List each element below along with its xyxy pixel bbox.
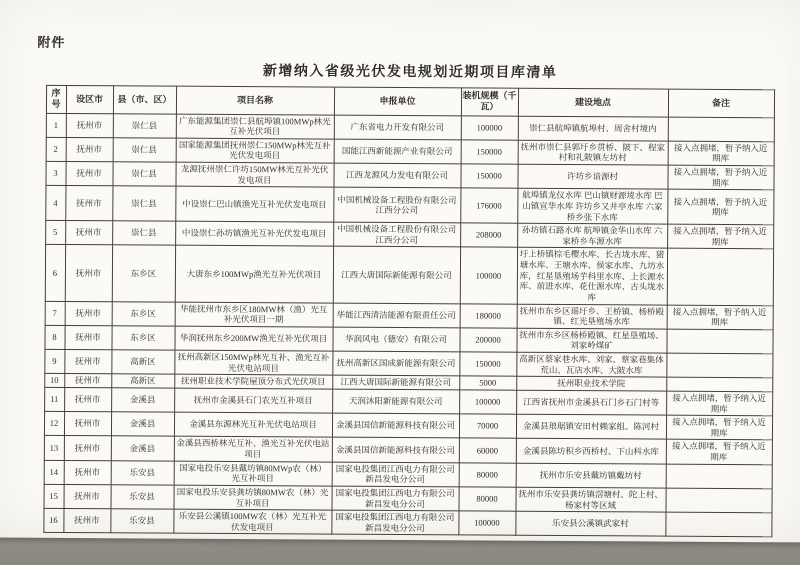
column-header: 项目名称 bbox=[176, 86, 334, 114]
table-row bbox=[45, 245, 773, 306]
cell-capacity: 5000 bbox=[459, 376, 516, 390]
cell-project: 龙源抚州崇仁许坊150MW林光互补光伏发电项目 bbox=[175, 162, 333, 187]
cell-applicant: 抚州高新区国成新能源有限公司 bbox=[332, 351, 459, 376]
cell-project: 国家能源集团抚州崇仁150MWp林光互补光伏发电项目 bbox=[176, 138, 334, 163]
cell-county: 乐安县 bbox=[111, 460, 174, 485]
cell-capacity: 180000 bbox=[460, 303, 517, 328]
table-row bbox=[45, 186, 773, 225]
cell-county: 崇仁县 bbox=[112, 186, 175, 221]
cell-no: 3 bbox=[45, 161, 65, 185]
cell-capacity: 200000 bbox=[459, 328, 516, 353]
cell-project: 华能抚州市东乡区180MW林（渔）光互补光伏项目一期 bbox=[175, 302, 333, 327]
cell-county: 东乡区 bbox=[112, 245, 175, 302]
cell-city: 抚州市 bbox=[65, 186, 112, 221]
cell-applicant: 国家电投集团江西电力有限公司新昌发电分公司 bbox=[332, 462, 459, 487]
cell-city: 抚州市 bbox=[65, 221, 112, 246]
cell-remark bbox=[667, 248, 773, 305]
cell-applicant: 中国机械设备工程股份有限公司江西分公司 bbox=[333, 187, 460, 223]
cell-applicant: 国能江西新能源产业有限公司 bbox=[334, 139, 461, 164]
cell-city: 抚州市 bbox=[66, 113, 113, 138]
cell-city: 抚州市 bbox=[64, 349, 111, 374]
cell-project: 金溪县东源林光互补光伏电站项目 bbox=[174, 412, 332, 437]
cell-remark bbox=[665, 512, 771, 537]
cell-remark bbox=[666, 353, 772, 378]
column-header: 装机规模（千瓦） bbox=[461, 88, 518, 116]
cell-capacity: 100000 bbox=[458, 511, 515, 536]
cell-location: 金溪县陈坊积乡西桥村、下山科水库 bbox=[516, 439, 666, 464]
cell-remark bbox=[666, 377, 772, 391]
cell-capacity: 100000 bbox=[460, 247, 517, 303]
cell-city: 抚州市 bbox=[65, 301, 112, 326]
cell-capacity: 70000 bbox=[459, 414, 516, 439]
cell-location: 抚州市乐安县龚坊镇滘塘村、陀上村、杨家村等区域 bbox=[515, 487, 665, 512]
column-header: 县（市、区） bbox=[113, 86, 176, 114]
cell-city: 抚州市 bbox=[64, 436, 111, 461]
cell-no: 8 bbox=[44, 325, 64, 349]
cell-no: 13 bbox=[44, 436, 64, 460]
cell-location: 抚州市东乡区杨桥殿镇、红星垦殖场、刘家岭煤矿 bbox=[516, 328, 666, 353]
header-row bbox=[46, 85, 774, 117]
cell-county: 崇仁县 bbox=[113, 137, 176, 162]
page-title: 新增纳入省级光伏发电规划近期项目库清单 bbox=[262, 62, 558, 80]
cell-project: 华润抚州东乡200MW渔光互补光伏项目 bbox=[174, 326, 332, 351]
cell-capacity: 80000 bbox=[459, 462, 516, 487]
cell-county: 崇仁县 bbox=[113, 113, 176, 138]
cell-project: 大唐东乡100MWp渔光互补光伏项目 bbox=[175, 245, 333, 302]
cell-location: 江西省抚州市金溪县石门乡石门村等 bbox=[516, 390, 666, 415]
cell-county: 金溪县 bbox=[111, 388, 174, 413]
cell-no: 1 bbox=[46, 113, 66, 137]
cell-county: 乐安县 bbox=[110, 509, 173, 534]
cell-city: 抚州市 bbox=[64, 387, 111, 412]
cell-capacity: 100000 bbox=[459, 390, 516, 415]
cell-applicant: 江西大唐国际新能源有限公司 bbox=[332, 375, 459, 389]
cell-applicant: 国家电投集团江西电力有限公司新昌发电分公司 bbox=[332, 486, 459, 511]
cell-county: 东乡区 bbox=[111, 325, 174, 350]
cell-project: 国家电投乐安县戴坊镇80MWp农（林）光互补项目 bbox=[174, 461, 332, 486]
cell-county: 高新区 bbox=[111, 374, 174, 388]
cell-remark bbox=[666, 464, 772, 489]
cell-remark: 接入点拥堵，暂予纳入近期库 bbox=[667, 305, 773, 330]
cell-project: 中设崇仁巴山镇渔光互补光伏发电项目 bbox=[175, 186, 333, 222]
cell-remark: 接入点拥堵，暂予纳入近期库 bbox=[667, 165, 773, 190]
cell-city: 抚州市 bbox=[64, 412, 111, 437]
cell-applicant: 广东省电力开发有限公司 bbox=[334, 115, 461, 140]
table-body bbox=[43, 113, 774, 537]
cell-city: 抚州市 bbox=[64, 325, 111, 350]
cell-remark: 接入点拥堵，暂予纳入近期库 bbox=[668, 141, 774, 166]
cell-project: 国家电投乐安县龚坊镇80MW农（林）光互补项目 bbox=[174, 485, 332, 510]
cell-city: 抚州市 bbox=[65, 245, 112, 301]
cell-no: 12 bbox=[44, 411, 64, 435]
cell-no: 11 bbox=[44, 387, 64, 411]
cell-remark: 接入点拥堵，暂予纳入近期库 bbox=[667, 189, 773, 225]
cell-project: 金溪县西桥林光互补、渔光互补光伏电站项目 bbox=[174, 436, 332, 461]
projects-table bbox=[43, 85, 775, 538]
cell-project: 乐安县公溪镇100MW农（林）光互补光伏发电项目 bbox=[173, 509, 331, 534]
cell-no: 9 bbox=[44, 349, 64, 373]
cell-capacity: 100000 bbox=[461, 115, 518, 140]
cell-no: 2 bbox=[46, 137, 66, 161]
cell-location: 抚州市崇仁县郭圩乡贯桥、陂下、程家村和礼陂镇左坊村 bbox=[518, 140, 668, 165]
column-header: 备注 bbox=[668, 89, 774, 117]
column-header: 申报单位 bbox=[334, 87, 461, 115]
cell-city: 抚州市 bbox=[65, 161, 112, 186]
cell-capacity: 208000 bbox=[460, 223, 517, 248]
cell-location: 抚州市东乡区瑶圩乡、王桥镇、杨桥殿镇、红光垦殖场水库 bbox=[517, 304, 667, 329]
cell-no: 16 bbox=[43, 508, 63, 532]
cell-project: 抚州高新区150MWp林光互补、渔光互补光伏电站项目 bbox=[174, 350, 332, 375]
cell-location: 高新区蔡家巷水库、刘家、蔡家巷集体荒山、瓦店水库、大陂水库 bbox=[516, 352, 666, 377]
cell-applicant: 华润风电（德安）有限公司 bbox=[332, 327, 459, 352]
cell-capacity: 150000 bbox=[461, 140, 518, 165]
cell-applicant: 华能江西清洁能源有限责任公司 bbox=[333, 303, 460, 328]
cell-city: 抚州市 bbox=[66, 137, 113, 162]
cell-project: 中设崇仁孙坊镇渔光互补光伏发电项目 bbox=[175, 221, 333, 246]
cell-remark: 接入点拥堵，暂予纳入近期库 bbox=[666, 391, 772, 416]
cell-no: 5 bbox=[45, 220, 65, 244]
column-header: 序号 bbox=[46, 85, 66, 113]
cell-county: 金溪县 bbox=[111, 412, 174, 437]
cell-county: 东乡区 bbox=[112, 301, 175, 326]
cell-applicant: 天润沐阳新能源有限公司 bbox=[332, 389, 459, 414]
cell-capacity: 60000 bbox=[459, 438, 516, 463]
cell-location: 抚州职业技术学院 bbox=[516, 376, 666, 391]
cell-applicant: 金溪县国信新能源科技有限公司 bbox=[332, 413, 459, 438]
cell-city: 抚州市 bbox=[64, 374, 111, 388]
cell-county: 崇仁县 bbox=[112, 162, 175, 187]
cell-remark bbox=[666, 329, 772, 354]
cell-remark: 接入点拥堵，暂予纳入近期库 bbox=[667, 224, 773, 249]
cell-remark bbox=[668, 117, 774, 142]
cell-remark bbox=[665, 488, 771, 513]
cell-capacity: 150000 bbox=[460, 164, 517, 189]
cell-location: 孙坊镇石路水库 航埠镇金华山水库 六家桥乡车源水库 bbox=[517, 223, 667, 248]
cell-applicant: 江西龙源风力发电有限公司 bbox=[333, 163, 460, 188]
cell-city: 抚州市 bbox=[64, 460, 111, 485]
cell-location: 航埠镇龙仪水库 巴山镇财源堎水库 巴山镇宣华水库 许坊乡又井亭水库 六家桥乡张下水库 bbox=[517, 188, 667, 224]
cell-county: 乐安县 bbox=[111, 485, 174, 510]
cell-remark: 接入点拥堵，暂予纳入近期库 bbox=[666, 439, 772, 464]
cell-location: 许坊乡谙源村 bbox=[517, 164, 667, 189]
cell-project: 抚州市金溪县石门农光互补项目 bbox=[174, 388, 332, 413]
cell-county: 崇仁县 bbox=[112, 221, 175, 246]
cell-applicant: 金溪县国信新能源科技有限公司 bbox=[332, 437, 459, 462]
attachment-label: 附件 bbox=[37, 34, 66, 50]
cell-project: 广东能源集团崇仁县航埠镇100MWp林光互补光伏项目 bbox=[176, 114, 334, 139]
cell-city: 抚州市 bbox=[63, 509, 110, 534]
cell-no: 14 bbox=[44, 460, 64, 484]
cell-capacity: 176000 bbox=[460, 188, 517, 223]
cell-remark: 接入点拥堵，暂予纳入近期库 bbox=[666, 415, 772, 440]
cell-location: 抚州市乐安县戴坊镇戴坊村 bbox=[516, 463, 666, 488]
cell-no: 7 bbox=[45, 301, 65, 325]
column-header: 建设地点 bbox=[518, 88, 668, 116]
cell-location: 崇仁县航埠镇航埠村、周舍村境内 bbox=[518, 116, 668, 141]
cell-location: 金溪县琅琚镇安田村赖家组、陈河村 bbox=[516, 414, 666, 439]
cell-applicant: 中国机械设备工程股份有限公司江西分公司 bbox=[333, 222, 460, 247]
cell-no: 15 bbox=[44, 484, 64, 508]
cell-capacity: 80000 bbox=[458, 487, 515, 512]
table-row bbox=[43, 508, 771, 537]
cell-location: 圩上桥镇棕毛樱水库、长古垅水库、猪塘水库、王塘水库、侯家水库、九坊水库，红星垦殖场芋科里水库、上长源水库、前进水库、花仕源水库、古头垅水库 bbox=[517, 248, 667, 305]
cell-no: 6 bbox=[45, 245, 65, 301]
cell-project: 抚州职业技术学院屋顶分布式光伏项目 bbox=[174, 374, 332, 389]
cell-county: 高新区 bbox=[111, 350, 174, 375]
cell-location: 乐安县公溪镇武家村 bbox=[515, 511, 665, 536]
column-header: 设区市 bbox=[66, 85, 113, 113]
cell-capacity: 150000 bbox=[459, 352, 516, 377]
cell-applicant: 国家电投集团江西电力有限公司新昌发电分公司 bbox=[331, 510, 458, 535]
cell-county: 金溪县 bbox=[111, 436, 174, 461]
cell-city: 抚州市 bbox=[64, 484, 111, 509]
cell-applicant: 江西大唐国际新能源有限公司 bbox=[333, 246, 460, 303]
cell-no: 10 bbox=[44, 374, 64, 388]
cell-no: 4 bbox=[45, 186, 65, 221]
